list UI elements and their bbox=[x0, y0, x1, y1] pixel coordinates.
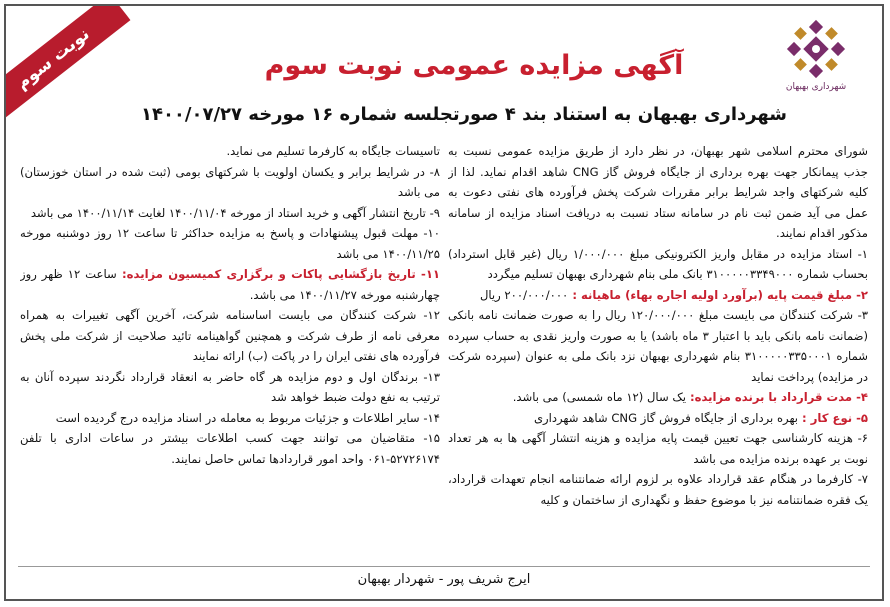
left-column bbox=[20, 141, 440, 551]
item-11-label: ۱۱- تاریخ بازگشایی پاکات و برگزاری کمیسیون مزایده: bbox=[116, 267, 440, 281]
emblem-icon bbox=[785, 18, 847, 80]
item-2-value: ۲۰۰/۰۰۰/۰۰۰ ریال bbox=[479, 287, 569, 302]
item-1: ۱- استاد مزایده در مقابل واریز الکترونیکی مبلغ ۱/۰۰۰/۰۰۰ ریال (غیر قابل استرداد) بحساب شماره ۳۱۰۰۰۰۰۳۳۴۹۰۰۰ بانک ملی بنام شهرداری بهبهان تسلیم میگردد bbox=[448, 246, 868, 281]
item-2-label: ۲- مبلغ قیمت پایه (برآورد اولیه اجاره بهاء) ماهیانه : bbox=[568, 287, 868, 302]
notice-frame bbox=[4, 4, 884, 601]
item-3: ۳- شرکت کنندگان می بایست مبلغ ۱۲۰/۰۰۰/۰۰۰ ریال را به صورت ضمانت نامه بانکی (ضمانت نامه بانکی باید با اعتبار ۳ ماه باشد) یا به صورت واریز نقدی به حساب سپرده شماره ۳۱۰۰۰۰۰۳۳۵۰۰۰۱ بنام شهرداری بهبهان نزد بانک ملی به عنوان (سپرده شرکت در مزایده) پرداخت نماید bbox=[448, 308, 868, 384]
item-7: ۷- کارفرما در هنگام عقد قرارداد علاوه بر لزوم ارائه ضمانتنامه انجام تعهدات قرارداد، یک فقره ضمانتنامه نیز با موضوع حفظ و نگهداری از ساختمان و کلیه bbox=[448, 472, 868, 507]
ribbon-label: نوبت سوم bbox=[12, 24, 94, 94]
item-10: ۱۰- مهلت قبول پیشنهادات و پاسخ به مزایده حداکثر تا ساعت ۱۲ روز دوشنبه مورخه ۱۴۰۰/۱۱/۲۵ می باشد bbox=[20, 226, 440, 261]
intro-paragraph: شورای محترم اسلامی شهر بهبهان، در نظر دارد از طریق مزایده عمومی نسبت به جذب پیمانکار جهت بهره برداری از جایگاه فروش گاز CNG شاهد اقدام نماید. لذا از کلیه شرکتهای واجد شرایط برابر مقررات شرکت پخش فرآورده های نفتی دعوت به عمل می آید ضمن ثبت نام در سامانه ستاد نسبت به دریافت اسناد مزایده از سامانه مذکور اقدام نمایند. bbox=[448, 144, 868, 240]
municipality-logo bbox=[768, 18, 864, 104]
signature-footer bbox=[18, 566, 870, 591]
item-4-value: یک سال (۱۲ ماه شمسی) می باشد. bbox=[512, 390, 686, 404]
notice-subtitle: شهرداری بهبهان به استناد بند ۴ صورتجلسه شماره ۱۶ مورخه ۱۴۰۰/۰۷/۲۷ bbox=[140, 104, 788, 125]
item-2 bbox=[448, 285, 868, 306]
logo-caption: شهرداری بهبهان bbox=[785, 82, 847, 92]
item-15: ۱۵- متقاضیان می توانند جهت کسب اطلاعات بیشتر در ساعات اداری با تلفن ۵۲۷۲۶۱۷۴-۰۶۱ واحد امور قراردادها تماس حاصل نمایند. bbox=[20, 431, 440, 466]
item-11-value: ساعت ۱۲ ظهر روز چهارشنبه مورخه ۱۴۰۰/۱۱/۲۷ می باشد. bbox=[20, 267, 440, 302]
notice-title: آگهی مزایده عمومی نوبت سوم bbox=[264, 50, 684, 81]
item-6: ۶- هزینه کارشناسی جهت تعیین قیمت پایه مزایده و هزینه انتشار آگهی ها به هر تعداد نوبت بر عهده برنده مزایده می باشد bbox=[448, 431, 868, 466]
signatory: ایرج شریف پور - شهردار بهبهان bbox=[357, 571, 531, 587]
item-4-label: ۴- مدت قرارداد با برنده مزایده: bbox=[685, 390, 868, 404]
item-8: ۸- در شرایط برابر و یکسان اولویت با شرکتهای بومی (ثبت شده در استان خوزستان) می باشد bbox=[20, 164, 440, 199]
item-13: ۱۳- برندگان اول و دوم مزایده هر گاه حاضر به انعقاد قرارداد نگردند سپرده آنان به ترتیب به نفع دولت ضبط خواهد شد bbox=[20, 369, 440, 404]
item-5-value: بهره برداری از جایگاه فروش گاز CNG شاهد شهرداری bbox=[533, 410, 799, 425]
item-9: ۹- تاریخ انتشار آگهی و خرید استاد از مورخه ۱۴۰۰/۱۱/۰۴ لغایت ۱۴۰۰/۱۱/۱۴ می باشد bbox=[30, 205, 440, 220]
item-4 bbox=[448, 387, 868, 408]
right-column bbox=[448, 141, 868, 551]
item-14: ۱۴- سایر اطلاعات و جزئیات مربوط به معامله در اسناد مزایده درج گردیده است bbox=[55, 410, 440, 425]
item-12: ۱۲- شرکت کنندگان می بایست اساسنامه شرکت، آخرین آگهی تغییرات به همراه معرفی نامه از طرف شرکت و همچنین گواهینامه تائید صلاحیت از شرکت ملی پخش فرآورده های نفتی ایران را در پاکت (ب) ارائه نمایند bbox=[20, 308, 440, 363]
item-5-label: ۵- نوع کار : bbox=[798, 410, 868, 425]
item-5 bbox=[448, 408, 868, 429]
item-11 bbox=[20, 264, 440, 305]
item-7-continued: تاسیسات جایگاه به کارفرما تسلیم می نماید. bbox=[226, 144, 440, 158]
